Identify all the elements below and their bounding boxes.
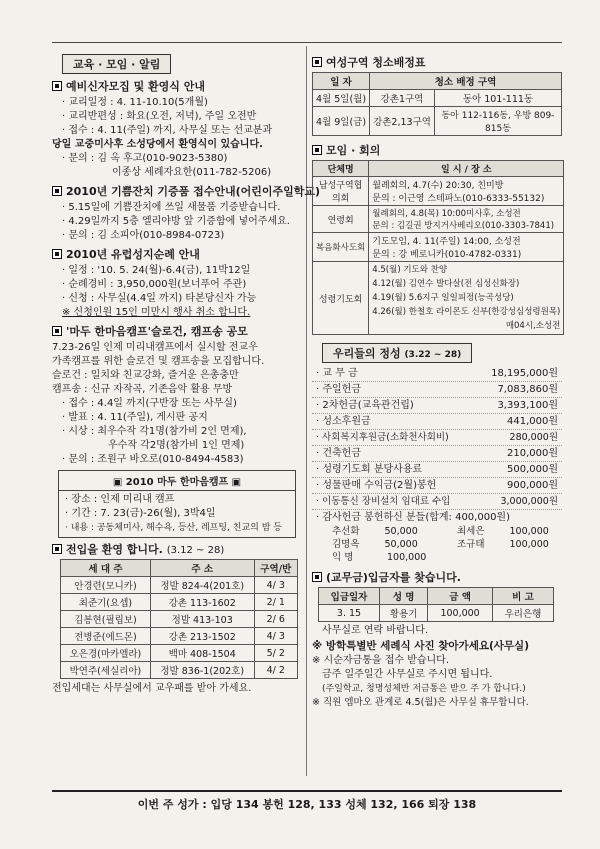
recruit-line: · 접수 : 4. 11(주일) 까지, 사무실 또는 선교분과	[62, 125, 273, 136]
offering-row: · 교 무 금 18,195,000원	[312, 366, 562, 382]
recruit-line: · 교리일정 : 4. 11-10.10(5개월)	[62, 97, 208, 108]
table-header: 주 소	[150, 560, 254, 577]
table-row: 연령회 월례회의, 4.8(목) 10:00미사후, 소성전 문의 : 김길권 방지거사베리오(010-3303-7841)	[313, 206, 564, 233]
meetings-table	[312, 160, 564, 335]
table-header: 비 고	[492, 588, 553, 605]
donor-row: 김명옥 50,000 조규태 100,000	[332, 539, 549, 550]
photo-title: ※ 방학특별반 세례식 사진 찾아가세요(사무실)	[312, 640, 530, 652]
square-bullet-icon	[52, 544, 62, 554]
table-header: 구역/반	[254, 560, 297, 577]
table-row: 복음화사도회 기도모임, 4. 11(주일) 14:00, 소성전 문의 : 강 베로니카(010-4782-0331)	[313, 233, 564, 262]
camp-line: · 시상 : 최우수작 각1명(참가비 2인 면제),	[62, 426, 247, 437]
table-row: 전병준(에드몬) 강촌 213-1502 4/ 3	[61, 628, 298, 645]
camp-box-line: · 장소 : 인제 미리내 캠프	[65, 494, 175, 505]
square-bullet-icon	[312, 145, 322, 155]
meetings-title: 모임 · 회의	[312, 142, 562, 158]
camp-box-line: · 내용 : 공동체미사, 해수욕, 등산, 레프팅, 친교의 밤 등	[65, 523, 282, 533]
offering-row: · 주일헌금 7,083,860원	[312, 382, 562, 398]
table-row: 4월 9일(금) 강촌2,13구역 동아 112-116동, 우방 809-815동	[313, 107, 562, 136]
movein-table	[60, 559, 298, 679]
camp-line: 캠프송 : 신규 자작곡, 기존음악 활용 무방	[52, 384, 233, 395]
table-header: 일 자	[313, 73, 370, 90]
offering-row: · 이동통신 장비설치 임대료 수입 3,000,000원	[312, 494, 562, 510]
table-row: 남성구역협의회 월례회의, 4.7(수) 20:30, 친미방 문의 : 이근영 스테파노(010-6333-55132)	[313, 177, 564, 206]
table-header: 성 명	[380, 588, 428, 605]
unknown-title: (교무금)입금자를 찾습니다.	[312, 569, 562, 585]
camp-info-box	[58, 470, 296, 538]
table-header: 일 시 / 장 소	[369, 161, 564, 177]
pilgrim-line: ※ 신청인원 15인 미만시 행사 취소 합니다.	[62, 307, 251, 318]
camp-line: 가족캠프를 위한 슬로건 및 캠프송을 모집합니다.	[52, 356, 265, 367]
square-bullet-icon	[312, 572, 322, 582]
section-title: 교육 · 모임 · 알림	[62, 54, 171, 74]
table-header: 금 액	[428, 588, 493, 605]
table-row: 4월 5일(월) 강촌1구역 동아 101-111동	[313, 90, 562, 107]
offering-row: · 성소후원금 441,000원	[312, 414, 562, 430]
table-row: 오은경(마카엘라) 백마 408-1504 5/ 2	[61, 645, 298, 662]
unknown-note: 사무실로 연락 바랍니다.	[322, 625, 429, 636]
camp-line: 슬로건 : 일치와 친교강화, 즐거운 은총충만	[52, 370, 239, 381]
offering-row: · 건축헌금 210,000원	[312, 446, 562, 462]
table-row: 3. 15 황용기 100,000 우리은행	[319, 605, 554, 622]
table-row: 김봉현(필립보) 정발 413-103 2/ 6	[61, 611, 298, 628]
table-row: 안경련(모니카) 정발 824-4(201호) 4/ 3	[61, 577, 298, 594]
column-divider	[306, 46, 307, 776]
movein-title: 전입을 환영 합니다. (3.12 ~ 28)	[52, 541, 302, 557]
table-header: 청소 배정 구역	[370, 73, 562, 90]
camp-box-line: · 기간 : 7. 23(금)-26(월), 3박4일	[65, 508, 216, 519]
table-header: 단체명	[313, 161, 369, 177]
left-column	[52, 46, 321, 696]
offering-row: · 성령기도회 분당사용료 500,000원	[312, 462, 562, 478]
camp-line: · 발표 : 4. 11(주일), 게시판 공지	[62, 412, 208, 423]
table-row: 박연주(세실리아) 정발 836-1(202호) 4/ 2	[61, 662, 298, 679]
hymn-footer: 이번 주 성가 : 입당 134 봉헌 128, 133 성체 132, 166 퇴장 138	[52, 790, 562, 812]
pilgrim-line: · 순례경비 : 3,950,000원(보너푸어 주관)	[62, 279, 247, 290]
offering-row: · 사회복지후원금(소화천사회비) 280,000원	[312, 430, 562, 446]
photo-line: (주일학교, 청명성체반 저금통은 받으 주 가 합니다.)	[322, 684, 526, 694]
camp-box-title: ▣ 2010 마두 한마음캠프 ▣	[59, 471, 295, 491]
photo-line: 금주 일주일간 사무실로 주시면 됩니다.	[322, 669, 493, 680]
offering-row: · 성물판매 수익금(2월)봉헌 900,000원	[312, 478, 562, 494]
camp-line: 우수작 각2명(참가비 1인 면제)	[108, 440, 245, 451]
top-rule	[52, 42, 562, 43]
photo-line: ※ 시순자금통을 접수 받습니다.	[312, 655, 450, 666]
camp-line: · 문의 : 조원구 바오로(010-8494-4583)	[62, 454, 244, 465]
bazaar-line: · 문의 : 김 소피아(010-8984-0723)	[62, 230, 225, 241]
offering-list	[312, 366, 562, 564]
table-header: 세 대 주	[61, 560, 151, 577]
recruit-line: · 문의 : 김 옥 후고(010-9023-5380)	[62, 153, 228, 164]
camp-line: · 접수 : 4.4일 까지(구반장 또는 사무실)	[62, 398, 237, 409]
offering-row: · 2차헌금(교육관건립) 3,393,100원	[312, 398, 562, 414]
right-column	[312, 46, 562, 710]
photo-line: ※ 직원 엠마오 관계로 4.5(월)은 사무실 휴무합니다.	[312, 697, 529, 708]
movein-note: 전입세대는 사무실에서 교우패를 받아 가세요.	[52, 683, 252, 694]
recruit-line: 이종상 세례자요한(011-782-5206)	[112, 167, 272, 178]
pilgrim-line: · 신청 : 사무실(4.4일 까지) 타본당신자 가능	[62, 293, 257, 304]
table-row: 최준기(요셉) 강촌 113-1602 2/ 1	[61, 594, 298, 611]
recruit-title: 예비신자모집 및 환영식 안내	[52, 78, 302, 94]
pilgrim-title: 2010년 유럽성지순례 안내	[52, 246, 302, 262]
unknown-table	[318, 587, 554, 622]
bazaar-title: 2010년 기쁨잔치 기증품 접수안내(어린이주일학교)	[52, 183, 302, 199]
table-header: 입금일자	[319, 588, 380, 605]
square-bullet-icon	[52, 249, 62, 259]
camp-line: 7.23-26일 인제 미리내캠프에서 실시할 전교우	[52, 342, 258, 353]
square-bullet-icon	[52, 81, 62, 91]
cleaning-title: 여성구역 청소배정표	[312, 54, 562, 70]
bazaar-line: · 5.15일에 기쁨잔치에 쓰일 새물품 기증받습니다.	[62, 202, 281, 213]
square-bullet-icon	[52, 186, 62, 196]
bazaar-line: · 4.29일까지 5층 엘리야방 앞 기증함에 넣어주세요.	[62, 216, 290, 227]
square-bullet-icon	[52, 326, 62, 336]
recruit-line: · 교리반편성 : 화요(오전, 저녁), 주일 오전반	[62, 111, 257, 122]
cleaning-table	[312, 72, 562, 136]
table-row: 성령기도회 4.5(월) 기도와 찬양 4.12(월) 김연수 발다살(전 심성신화장) 4.19(월) 5.6지구 일일피정(능곡성당) 4.26(월) 한철호 라이몬도 신부(한강성심성령원목) 매04시,소성전	[313, 262, 564, 335]
donor-row: 추선화 50,000 최세은 100,000	[332, 526, 549, 537]
pilgrim-line: · 일정 : '10. 5. 24(월)-6.4(금), 11박12일	[62, 265, 251, 276]
square-bullet-icon	[312, 57, 322, 67]
offering-title: 우리들의 정성 (3.22 ~ 28)	[322, 343, 472, 363]
camp-title: '마두 한마음캠프'슬로건, 캠프송 공모	[52, 323, 302, 339]
recruit-line: 당일 교중미사후 소성당에서 환영식이 있습니다.	[52, 139, 263, 150]
donor-row: 익 명 100,000	[332, 552, 427, 563]
thanks-line: · 감사헌금 봉헌하신 분들(합계: 400,000원)	[316, 512, 510, 523]
